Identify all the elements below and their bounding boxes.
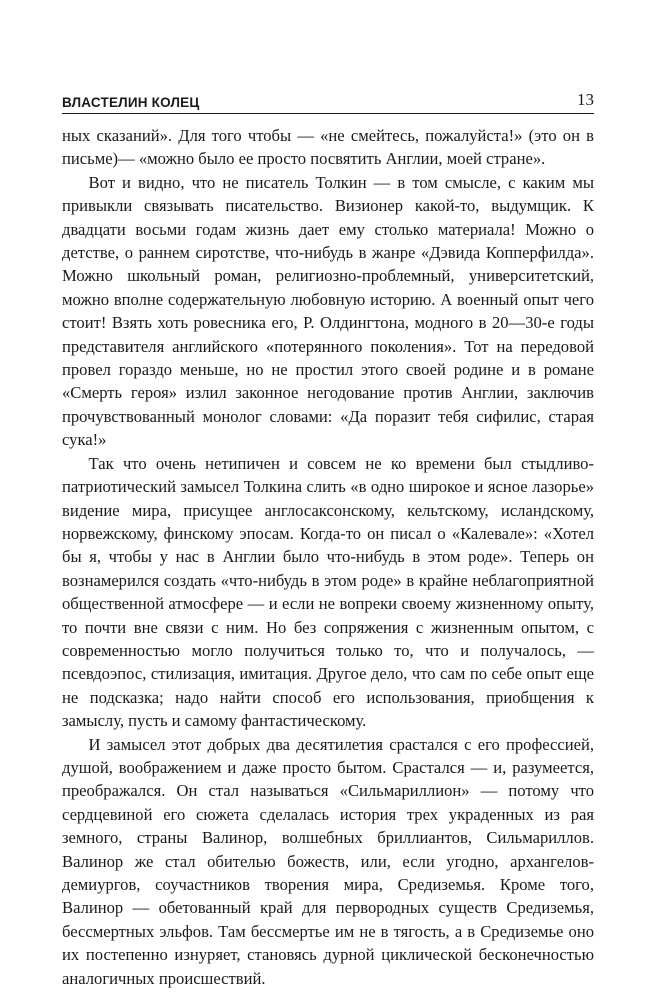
body-text — [62, 124, 594, 990]
paragraph-3: Так что очень нетипичен и совсем не ко времени был стыдливо-патриотический замысел Толкина слить «в одно широкое и ясное лазорье» видение мира, присущее англосаксонскому, кельтскому, исландскому, норвежскому, финскому эпосам. Когда-то он писал о «Калевале»: «Хотел бы я, чтобы у нас в Англии было что-нибудь в этом роде». Теперь он вознамерился создать «что-нибудь в этом роде» в крайне неблагоприятной общественной атмосфере — и если не вопреки своему жизненному опыту, то почти вне связи с ним. Но без сопряжения с жизненным опытом, с современностью могло получиться только то, что и получалось, — псевдоэпос, стилизация, имитация. Другое дело, что сам по себе опыт еще не подсказка; надо найти способ его использования, приобщения к замыслу, пусть и самому фантастическому. — [62, 453, 594, 731]
book-page — [62, 86, 594, 990]
paragraph-2: Вот и видно, что не писатель Толкин — в том смысле, с каким мы привыкли связывать писательство. Визионер какой-то, выдумщик. К двадцати восьми годам жизнь дает ему столько материала! Можно о детстве, о раннем сиротстве, что-нибудь в жанре «Дэвида Копперфилда». Можно школьный роман, религиозно-проблемный, университетский, можно вполне содержательную любовную историю. А военный опыт чего стоит! Взять хоть ровесника его, Р. Олдингтона, модного в 20—30-е годы представителя английского «потерянного поколения». Тот на передовой провел гораздо меньше, но не простил этого своей родине и в романе «Смерть героя» излил законное негодование против Англии, заключив прочувствованный монолог словами: «Да поразит тебя сифилис, старая сука!» — [62, 172, 594, 450]
page-number: 13 — [577, 90, 594, 109]
running-header — [62, 86, 594, 114]
paragraph-4: И замысел этот добрых два десятилетия срастался с его профессией, душой, воображением и даже просто бытом. Срастался — и, разумеется, преображался. Он стал называться «Сильмариллион» — потому что сердцевиной его сюжета сделалась история трех украденных из рая земного, страны Валинор, волшебных бриллиантов, Сильмариллов. Валинор же стал обителью божеств, или, если угодно, архангелов-демиургов, соучастников творения мира, Средиземья. Кроме того, Валинор — обетованный край для первородных существ Средиземья, бессмертных эльфов. Там бессмертье им не в тягость, а в Средиземье оно их постепенно изнуряет, становясь дурной циклической бесконечностью аналогичных происшествий. — [62, 734, 594, 988]
running-title: ВЛАСТЕЛИН КОЛЕЦ — [62, 95, 200, 110]
paragraph-1: ных сказаний». Для того чтобы — «не смейтесь, пожалуйста!» (это он в письме)— «можно было ее просто посвятить Англии, моей стране». — [62, 126, 594, 169]
